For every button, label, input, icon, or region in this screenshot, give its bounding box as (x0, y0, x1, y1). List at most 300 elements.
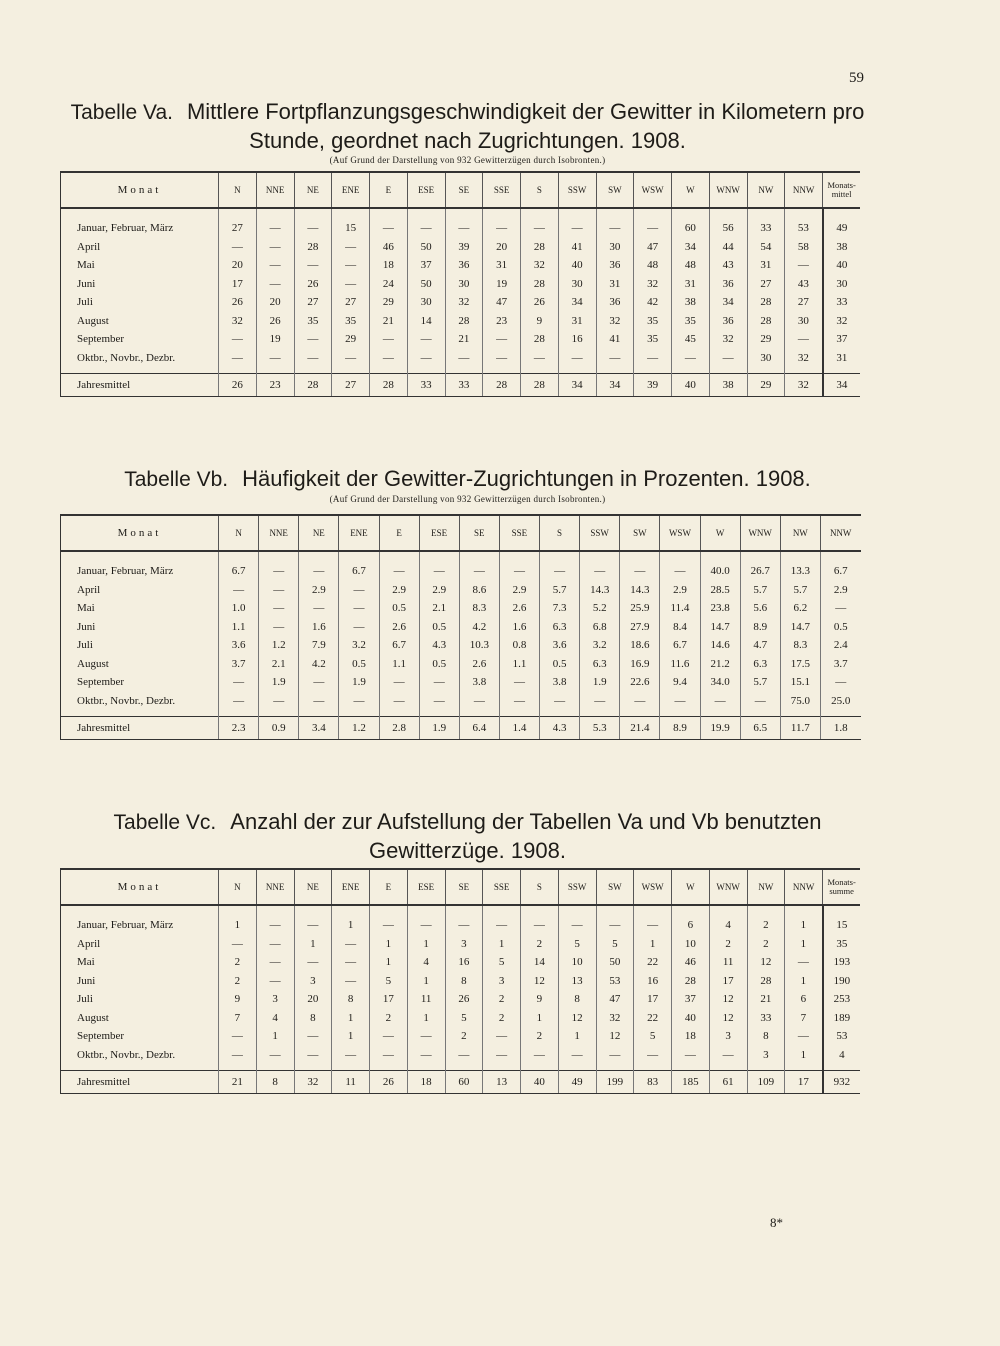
table-cell: 47 (483, 293, 521, 312)
table-cell: 27.9 (620, 618, 660, 637)
table-cell: 4.7 (740, 636, 780, 655)
table-cell: 28 (747, 312, 785, 331)
table-cell: — (785, 1027, 823, 1046)
month-label: April (61, 935, 219, 954)
table-cell: 1 (332, 1027, 370, 1046)
table-cell: 43 (785, 275, 823, 294)
table-cell: — (332, 275, 370, 294)
table-cell: 28 (445, 312, 483, 331)
table-cell: — (332, 256, 370, 275)
table-row (61, 238, 861, 257)
total-cell: 3.4 (299, 717, 339, 740)
table-cell: 14 (407, 312, 445, 331)
total-label: Jahresmittel (61, 1071, 219, 1094)
table-cell: — (256, 972, 294, 991)
table-cell: 53 (596, 972, 634, 991)
table-cell: 0.5 (820, 618, 860, 637)
table-cell: 5 (370, 972, 408, 991)
table-cell: 16.9 (620, 655, 660, 674)
table-cell: 28 (294, 238, 332, 257)
table-cell: 30 (558, 275, 596, 294)
table-cell: — (540, 692, 580, 717)
table-cell: — (379, 692, 419, 717)
table-cell: — (379, 551, 419, 581)
total-cell: 21 (219, 1071, 257, 1094)
table-cell: 7 (785, 1009, 823, 1028)
column-header-w: W (700, 515, 740, 551)
table-cell: 32 (785, 349, 823, 374)
table-cell: 58 (785, 238, 823, 257)
table-c (60, 868, 860, 1094)
column-header-sw: SW (596, 869, 634, 905)
table-cell: 26 (521, 293, 559, 312)
column-header-ene: ENE (339, 515, 379, 551)
table-cell: 45 (672, 330, 710, 349)
table-cell: 26 (256, 312, 294, 331)
table-cell: 36 (596, 256, 634, 275)
table-cell: — (499, 673, 539, 692)
table-cell: 28.5 (700, 581, 740, 600)
table-cell: — (459, 551, 499, 581)
month-label: Oktbr., Novbr., Dezbr. (61, 692, 219, 717)
table-cell: 38 (823, 238, 861, 257)
column-header-sw: SW (620, 515, 660, 551)
table-cell: — (256, 238, 294, 257)
column-header-sse: SSE (483, 172, 521, 208)
column-header-e: E (370, 869, 408, 905)
table-cell: — (419, 692, 459, 717)
table-b-subtitle: (Auf Grund der Darstellung von 932 Gewitterzügen durch Isobronten.) (329, 494, 606, 504)
table-cell: 15 (332, 208, 370, 238)
table-cell: 14.3 (580, 581, 620, 600)
table-cell: 12 (709, 1009, 747, 1028)
table-cell: 31 (823, 349, 861, 374)
table-cell: 6.7 (379, 636, 419, 655)
table-cell: 30 (596, 238, 634, 257)
table-cell: 15.1 (780, 673, 820, 692)
table-cell: 193 (823, 953, 861, 972)
total-cell: 199 (596, 1071, 634, 1094)
table-b-title (60, 465, 875, 494)
table-cell: 50 (596, 953, 634, 972)
table-cell: 75.0 (780, 692, 820, 717)
table-cell: 30 (823, 275, 861, 294)
total-cell: 5.3 (580, 717, 620, 740)
column-header-ene: ENE (332, 869, 370, 905)
table-row (61, 312, 861, 331)
table-cell: — (259, 692, 299, 717)
table-cell: 53 (785, 208, 823, 238)
table-cell: 6.3 (740, 655, 780, 674)
table-cell: 31 (747, 256, 785, 275)
table-cell: 3 (445, 935, 483, 954)
table-cell: 27 (219, 208, 257, 238)
table-cell: — (785, 256, 823, 275)
table-cell: 12 (596, 1027, 634, 1046)
table-cell: 50 (407, 238, 445, 257)
total-row (61, 1071, 861, 1094)
total-cell: 40 (672, 374, 710, 397)
table-row (61, 990, 861, 1009)
table-cell: 4 (709, 905, 747, 935)
table-cell: — (299, 599, 339, 618)
table-row (61, 1046, 861, 1071)
total-cell: 21.4 (620, 717, 660, 740)
table-cell: 3 (483, 972, 521, 991)
table-cell: — (521, 349, 559, 374)
table-cell: — (634, 1046, 672, 1071)
table-cell: 1 (370, 935, 408, 954)
table-cell: 50 (407, 275, 445, 294)
table-cell: 2.6 (459, 655, 499, 674)
table-cell: 4.2 (459, 618, 499, 637)
table-cell: 9 (219, 990, 257, 1009)
table-cell: 190 (823, 972, 861, 991)
column-header-wsw: WSW (634, 869, 672, 905)
table-row (61, 581, 861, 600)
table-row (61, 905, 861, 935)
month-label: Mai (61, 953, 219, 972)
table-cell: 1 (407, 935, 445, 954)
table-cell: — (219, 673, 259, 692)
table-cell: — (332, 953, 370, 972)
table-cell: 1.0 (219, 599, 259, 618)
column-header-ne: NE (294, 869, 332, 905)
table-cell: — (445, 208, 483, 238)
table-cell: 7 (219, 1009, 257, 1028)
total-cell: 28 (521, 374, 559, 397)
total-cell: 32 (785, 374, 823, 397)
table-cell: 13.3 (780, 551, 820, 581)
table-cell: — (820, 599, 860, 618)
table-cell: 12 (747, 953, 785, 972)
table-row (61, 293, 861, 312)
table-cell: — (332, 935, 370, 954)
table-row (61, 1027, 861, 1046)
table-cell: 1 (407, 972, 445, 991)
table-cell: — (445, 349, 483, 374)
table-cell: 11 (407, 990, 445, 1009)
table-cell: — (256, 208, 294, 238)
table-cell: — (483, 208, 521, 238)
total-cell: 1.2 (339, 717, 379, 740)
table-cell: 28 (521, 238, 559, 257)
table-cell: 2.1 (419, 599, 459, 618)
column-header-nnw: NNW (820, 515, 860, 551)
column-header-nw: NW (780, 515, 820, 551)
table-cell: 5 (445, 1009, 483, 1028)
table-cell: 48 (672, 256, 710, 275)
table-cell: 1 (332, 905, 370, 935)
table-cell: 36 (445, 256, 483, 275)
month-label: Januar, Februar, März (61, 208, 219, 238)
column-header-s: S (540, 515, 580, 551)
table-cell: — (700, 692, 740, 717)
table-cell: 0.5 (379, 599, 419, 618)
table-cell: — (483, 905, 521, 935)
table-cell: 14 (521, 953, 559, 972)
table-cell: — (299, 692, 339, 717)
table-cell: — (785, 330, 823, 349)
table-cell: 32 (634, 275, 672, 294)
table-cell: — (709, 349, 747, 374)
column-header-se: SE (459, 515, 499, 551)
table-cell: 24 (370, 275, 408, 294)
month-label: August (61, 1009, 219, 1028)
month-label: Juni (61, 275, 219, 294)
column-header-wsw: WSW (634, 172, 672, 208)
column-header-monthly: Monats-summe (823, 869, 861, 905)
column-header-wnw: WNW (740, 515, 780, 551)
month-label: April (61, 581, 219, 600)
table-cell: 8 (294, 1009, 332, 1028)
table-cell: 21 (747, 990, 785, 1009)
table-cell: — (219, 581, 259, 600)
table-cell: 20 (483, 238, 521, 257)
total-cell: 2.3 (219, 717, 259, 740)
table-cell: — (332, 238, 370, 257)
table-cell: 25.9 (620, 599, 660, 618)
footer-mark: 8* (770, 1215, 783, 1230)
table-cell: 60 (672, 208, 710, 238)
table-cell: 1 (370, 953, 408, 972)
table-cell: 43 (709, 256, 747, 275)
table-cell: 22 (634, 953, 672, 972)
table-cell: 32 (596, 312, 634, 331)
total-cell: 19.9 (700, 717, 740, 740)
table-cell: — (259, 599, 299, 618)
table-row (61, 692, 861, 717)
total-cell: 32 (294, 1071, 332, 1094)
table-cell: — (407, 1046, 445, 1071)
table-cell: — (580, 551, 620, 581)
table-cell: 9 (521, 312, 559, 331)
table-cell: 253 (823, 990, 861, 1009)
table-cell: 35 (634, 312, 672, 331)
table-cell: 2 (370, 1009, 408, 1028)
table-c-label: Tabelle Vc. (113, 811, 217, 834)
table-cell: 2 (521, 1027, 559, 1046)
table-cell: — (219, 935, 257, 954)
table-c-title (60, 808, 875, 865)
table-cell: 30 (445, 275, 483, 294)
table-cell: 18 (672, 1027, 710, 1046)
total-cell: 2.8 (379, 717, 419, 740)
table-cell: — (256, 256, 294, 275)
table-cell: 38 (672, 293, 710, 312)
table-cell: — (370, 1046, 408, 1071)
total-label: Jahresmittel (61, 717, 219, 740)
table-cell: — (259, 581, 299, 600)
table-cell: 31 (558, 312, 596, 331)
table-row (61, 935, 861, 954)
table-cell: — (634, 905, 672, 935)
column-header-ene: ENE (332, 172, 370, 208)
table-cell: 47 (596, 990, 634, 1009)
table-cell: 15 (823, 905, 861, 935)
column-header-n: N (219, 869, 257, 905)
table-cell: 1 (332, 1009, 370, 1028)
table-cell: 8.3 (780, 636, 820, 655)
table-cell: 2.9 (499, 581, 539, 600)
month-label: Mai (61, 256, 219, 275)
table-cell: 21 (370, 312, 408, 331)
table-cell: 1.6 (299, 618, 339, 637)
table-cell: — (580, 692, 620, 717)
table-cell: 35 (634, 330, 672, 349)
table-cell: — (419, 673, 459, 692)
table-cell: 49 (823, 208, 861, 238)
table-cell: 36 (596, 293, 634, 312)
column-header-ese: ESE (407, 869, 445, 905)
table-cell: 11.4 (660, 599, 700, 618)
table-cell: 6.8 (580, 618, 620, 637)
table-cell: 3 (256, 990, 294, 1009)
total-cell: 8 (256, 1071, 294, 1094)
total-cell: 1.9 (419, 717, 459, 740)
table-cell: 17 (709, 972, 747, 991)
table-cell: — (558, 349, 596, 374)
table-a-subtitle: (Auf Grund der Darstellung von 932 Gewitterzügen durch Isobronten.) (329, 155, 606, 165)
table-cell: 3 (747, 1046, 785, 1071)
table-cell: 30 (407, 293, 445, 312)
month-label: Juli (61, 990, 219, 1009)
table-cell: 31 (596, 275, 634, 294)
table-cell: 35 (672, 312, 710, 331)
table-cell: — (379, 673, 419, 692)
column-header-sse: SSE (499, 515, 539, 551)
table-cell: 26.7 (740, 551, 780, 581)
column-header-sse: SSE (483, 869, 521, 905)
total-cell: 6.4 (459, 717, 499, 740)
table-cell: 8.9 (740, 618, 780, 637)
month-label: Juni (61, 972, 219, 991)
table-cell: 1 (219, 905, 257, 935)
table-cell: 25.0 (820, 692, 860, 717)
table-row (61, 551, 861, 581)
table-cell: — (332, 1046, 370, 1071)
table-cell: 1.6 (499, 618, 539, 637)
table-cell: 32 (596, 1009, 634, 1028)
table-cell: — (407, 330, 445, 349)
table-cell: 6 (672, 905, 710, 935)
table-cell: 10 (672, 935, 710, 954)
table-cell: 33 (823, 293, 861, 312)
table-cell: — (596, 905, 634, 935)
table-a (60, 171, 860, 397)
table-row (61, 953, 861, 972)
total-cell: 0.9 (259, 717, 299, 740)
table-cell: — (558, 208, 596, 238)
table-cell: 2.9 (660, 581, 700, 600)
table-a-title (60, 98, 875, 155)
column-header-nnw: NNW (785, 172, 823, 208)
table-cell: 40 (823, 256, 861, 275)
table-cell: 11 (709, 953, 747, 972)
total-cell: 27 (332, 374, 370, 397)
table-cell: — (299, 673, 339, 692)
table-cell: 34 (558, 293, 596, 312)
table-cell: 14.7 (780, 618, 820, 637)
table-cell: 28 (747, 293, 785, 312)
month-label: September (61, 330, 219, 349)
table-cell: 26 (294, 275, 332, 294)
total-cell: 83 (634, 1071, 672, 1094)
table-cell: 17 (634, 990, 672, 1009)
table-cell: 7.9 (299, 636, 339, 655)
table-cell: — (540, 551, 580, 581)
table-cell: 5.6 (740, 599, 780, 618)
table-cell: 48 (634, 256, 672, 275)
table-cell: 2 (483, 990, 521, 1009)
table-cell: 16 (634, 972, 672, 991)
table-cell: 32 (709, 330, 747, 349)
table-row (61, 673, 861, 692)
table-cell: 4 (823, 1046, 861, 1071)
table-cell: 40.0 (700, 551, 740, 581)
table-cell: — (483, 1027, 521, 1046)
table-cell: 27 (332, 293, 370, 312)
table-cell: 41 (558, 238, 596, 257)
total-cell: 13 (483, 1071, 521, 1094)
column-header-ese: ESE (407, 172, 445, 208)
column-header-nne: NNE (259, 515, 299, 551)
table-cell: — (660, 551, 700, 581)
table-cell: 2.6 (379, 618, 419, 637)
table-cell: — (419, 551, 459, 581)
table-b-title-text: Häufigkeit der Gewitter-Zugrichtungen in Prozenten. 1908. (242, 466, 811, 491)
table-cell: 46 (370, 238, 408, 257)
table-cell: 30 (747, 349, 785, 374)
table-cell: — (259, 551, 299, 581)
table-cell: 2 (709, 935, 747, 954)
table-row (61, 349, 861, 374)
table-cell: — (294, 256, 332, 275)
table-row (61, 275, 861, 294)
table-cell: — (785, 953, 823, 972)
total-cell: 60 (445, 1071, 483, 1094)
total-cell: 23 (256, 374, 294, 397)
table-cell: — (634, 208, 672, 238)
table-cell: 3 (709, 1027, 747, 1046)
table-cell: 8 (558, 990, 596, 1009)
month-label: August (61, 655, 219, 674)
month-label: Januar, Februar, März (61, 905, 219, 935)
table-cell: 37 (407, 256, 445, 275)
table-row (61, 330, 861, 349)
table-cell: — (596, 1046, 634, 1071)
table-cell: 36 (709, 275, 747, 294)
total-cell: 11 (332, 1071, 370, 1094)
table-cell: — (219, 330, 257, 349)
month-label: September (61, 1027, 219, 1046)
table-cell: 3.6 (540, 636, 580, 655)
month-label: Mai (61, 599, 219, 618)
month-label: Januar, Februar, März (61, 551, 219, 581)
page-number: 59 (849, 70, 864, 86)
table-cell: 6.7 (820, 551, 860, 581)
table-row (61, 972, 861, 991)
table-b-label: Tabelle Vb. (124, 468, 229, 491)
table-cell: — (499, 692, 539, 717)
table-cell: — (339, 692, 379, 717)
column-header-ssw: SSW (558, 869, 596, 905)
table-cell: — (483, 1046, 521, 1071)
table-cell: 1 (634, 935, 672, 954)
table-cell: — (370, 349, 408, 374)
total-cell: 49 (558, 1071, 596, 1094)
table-cell: 1 (521, 1009, 559, 1028)
